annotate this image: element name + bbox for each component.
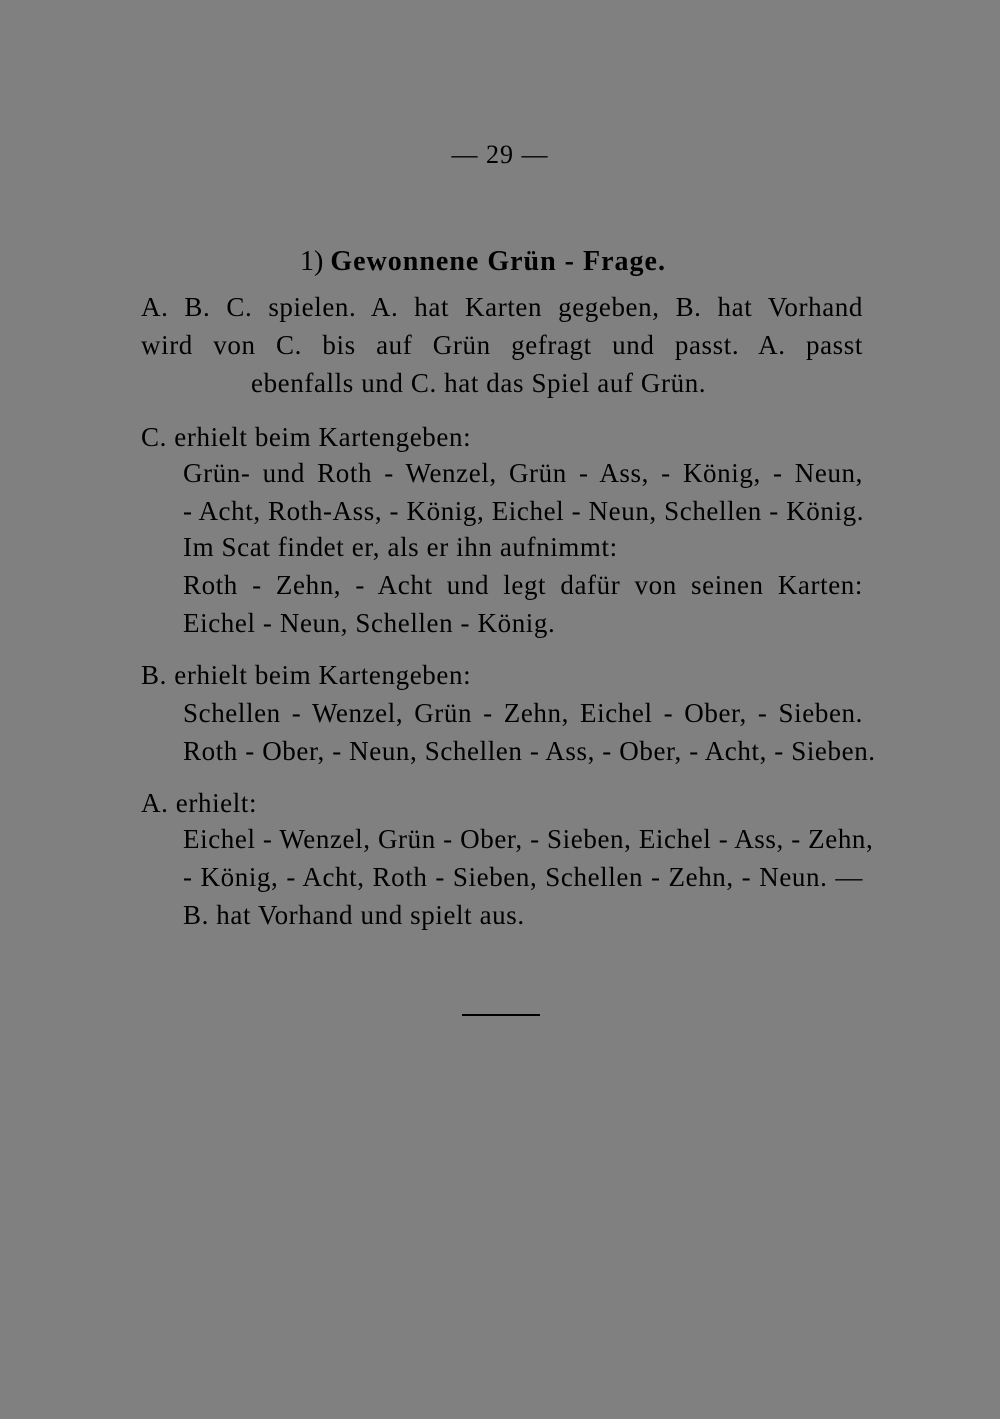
text-line: Grün- und Roth - Wenzel, Grün - Ass, - König, - Neun, — [183, 458, 863, 488]
text-line: A. B. C. spielen. A. hat Karten gegeben, B. hat Vorhand — [141, 292, 863, 322]
text-line: - König, - Acht, Roth - Sieben, Schellen - Zehn, - Neun. — — [183, 862, 863, 892]
section-label: B. erhielt beim Kartengeben: — [141, 660, 472, 690]
text-line: Im Scat findet er, als er ihn aufnimmt: — [183, 532, 618, 562]
page-number: — 29 — — [451, 140, 549, 169]
section-heading — [300, 246, 666, 278]
text-line: Eichel - Neun, Schellen - König. — [183, 608, 556, 638]
heading-title: Gewonnene Grün - Frage. — [330, 246, 666, 277]
text-line: B. hat Vorhand und spielt aus. — [183, 900, 525, 930]
heading-number: 1) — [300, 246, 324, 277]
section-label: C. erhielt beim Kartengeben: — [141, 422, 472, 452]
text-line: ebenfalls und C. hat das Spiel auf Grün. — [251, 368, 707, 398]
text-line: Eichel - Wenzel, Grün - Ober, - Sieben, Eichel - Ass, - Zehn, — [183, 824, 874, 854]
text-line: Schellen - Wenzel, Grün - Zehn, Eichel - Ober, - Sieben. — [183, 698, 863, 728]
section-label: A. erhielt: — [141, 788, 258, 818]
text-line: wird von C. bis auf Grün gefragt und passt. A. passt — [141, 330, 863, 360]
text-line: - Acht, Roth-Ass, - König, Eichel - Neun, Schellen - König. — [183, 496, 865, 526]
text-line: Roth - Zehn, - Acht und legt dafür von seinen Karten: — [183, 570, 863, 600]
text-line: Roth - Ober, - Neun, Schellen - Ass, - Ober, - Acht, - Sieben. — [183, 736, 876, 766]
closing-rule — [462, 1014, 540, 1016]
